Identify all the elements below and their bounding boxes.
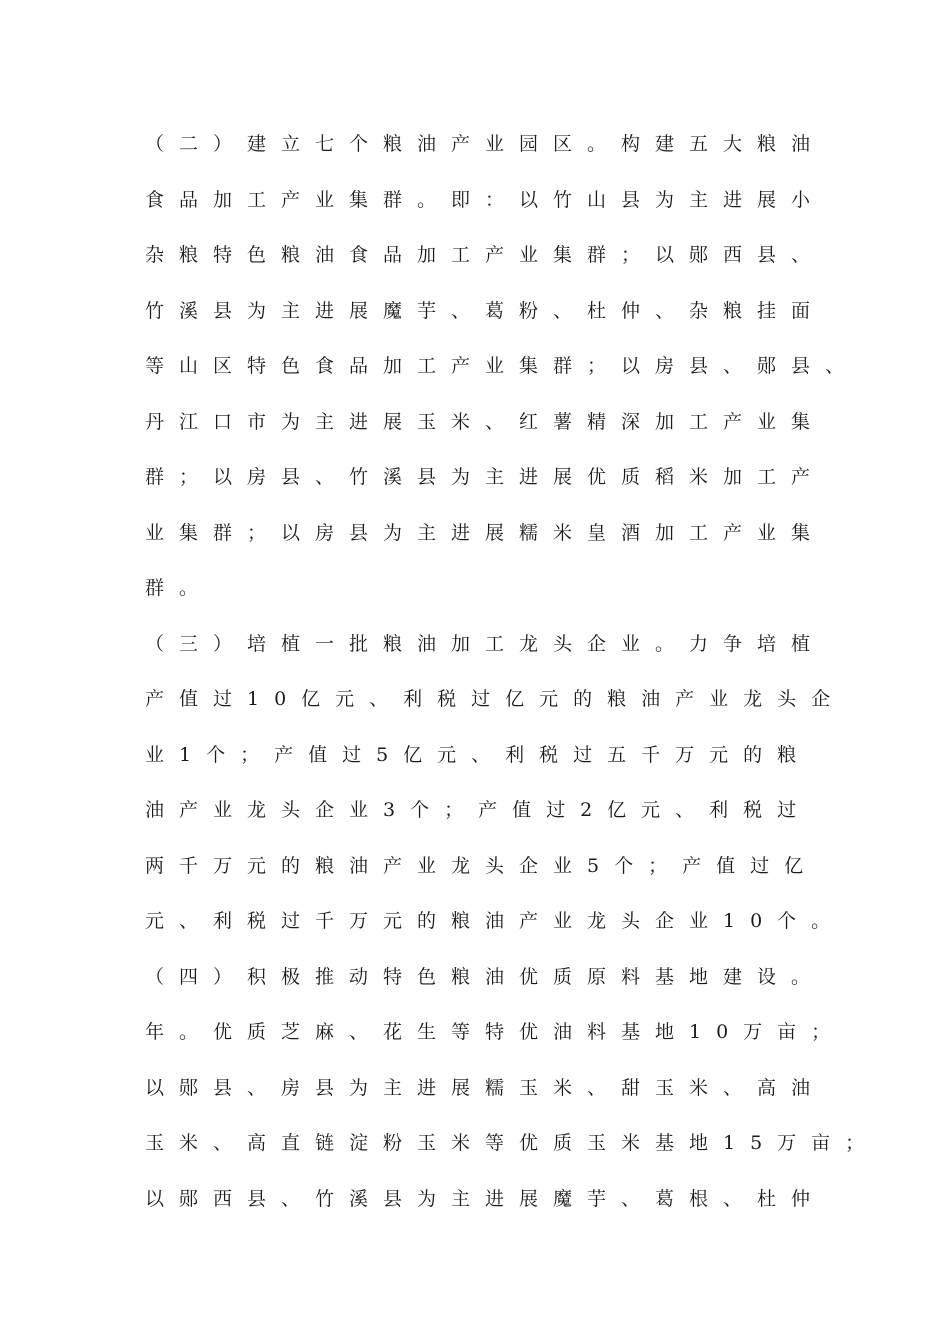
text-line: 杂粮特色粮油食品加工产业集群；以郧西县、 bbox=[145, 244, 826, 266]
body-text bbox=[145, 117, 880, 1227]
text-line: 等山区特色食品加工产业集群；以房县、郧县、 bbox=[145, 355, 860, 377]
text-line: 丹江口市为主进展玉米、红薯精深加工产业集 bbox=[145, 410, 826, 433]
text-line: （四）积极推动特色粮油优质原料基地建设。 bbox=[145, 965, 826, 988]
text-line: 食品加工产业集群。即：以竹山县为主进展小 bbox=[145, 188, 826, 211]
text-line: 年。优质芝麻、花生等特优油料基地10万亩； bbox=[145, 1021, 846, 1043]
text-line: 竹溪县为主进展魔芋、葛粉、杜仲、杂粮挂面 bbox=[145, 299, 826, 322]
text-line: （二）建立七个粮油产业园区。构建五大粮油 bbox=[145, 133, 826, 155]
text-line: 两千万元的粮油产业龙头企业5个；产值过亿 bbox=[145, 854, 819, 877]
text-line: 玉米、高直链淀粉玉米等优质玉米基地15万亩； bbox=[145, 1132, 880, 1154]
text-line: 元、利税过千万元的粮油产业龙头企业10个。 bbox=[145, 910, 846, 932]
text-line: 业集群；以房县为主进展糯米皇酒加工产业集 bbox=[145, 521, 826, 544]
text-line: 业1个；产值过5亿元、利税过五千万元的粮 bbox=[145, 743, 812, 766]
text-line: 产值过10亿元、利税过亿元的粮油产业龙头企 bbox=[145, 688, 846, 710]
text-line: 油产业龙头企业3个；产值过2亿元、利税过 bbox=[145, 799, 812, 821]
text-line: 群；以房县、竹溪县为主进展优质稻米加工产 bbox=[145, 466, 826, 488]
text-line: 以郧县、房县为主进展糯玉米、甜玉米、高油 bbox=[145, 1076, 826, 1099]
text-line: 群。 bbox=[145, 577, 214, 599]
text-line: （三）培植一批粮油加工龙头企业。力争培植 bbox=[145, 632, 826, 655]
text-line: 以郧西县、竹溪县为主进展魔芋、葛根、杜仲 bbox=[145, 1187, 826, 1210]
